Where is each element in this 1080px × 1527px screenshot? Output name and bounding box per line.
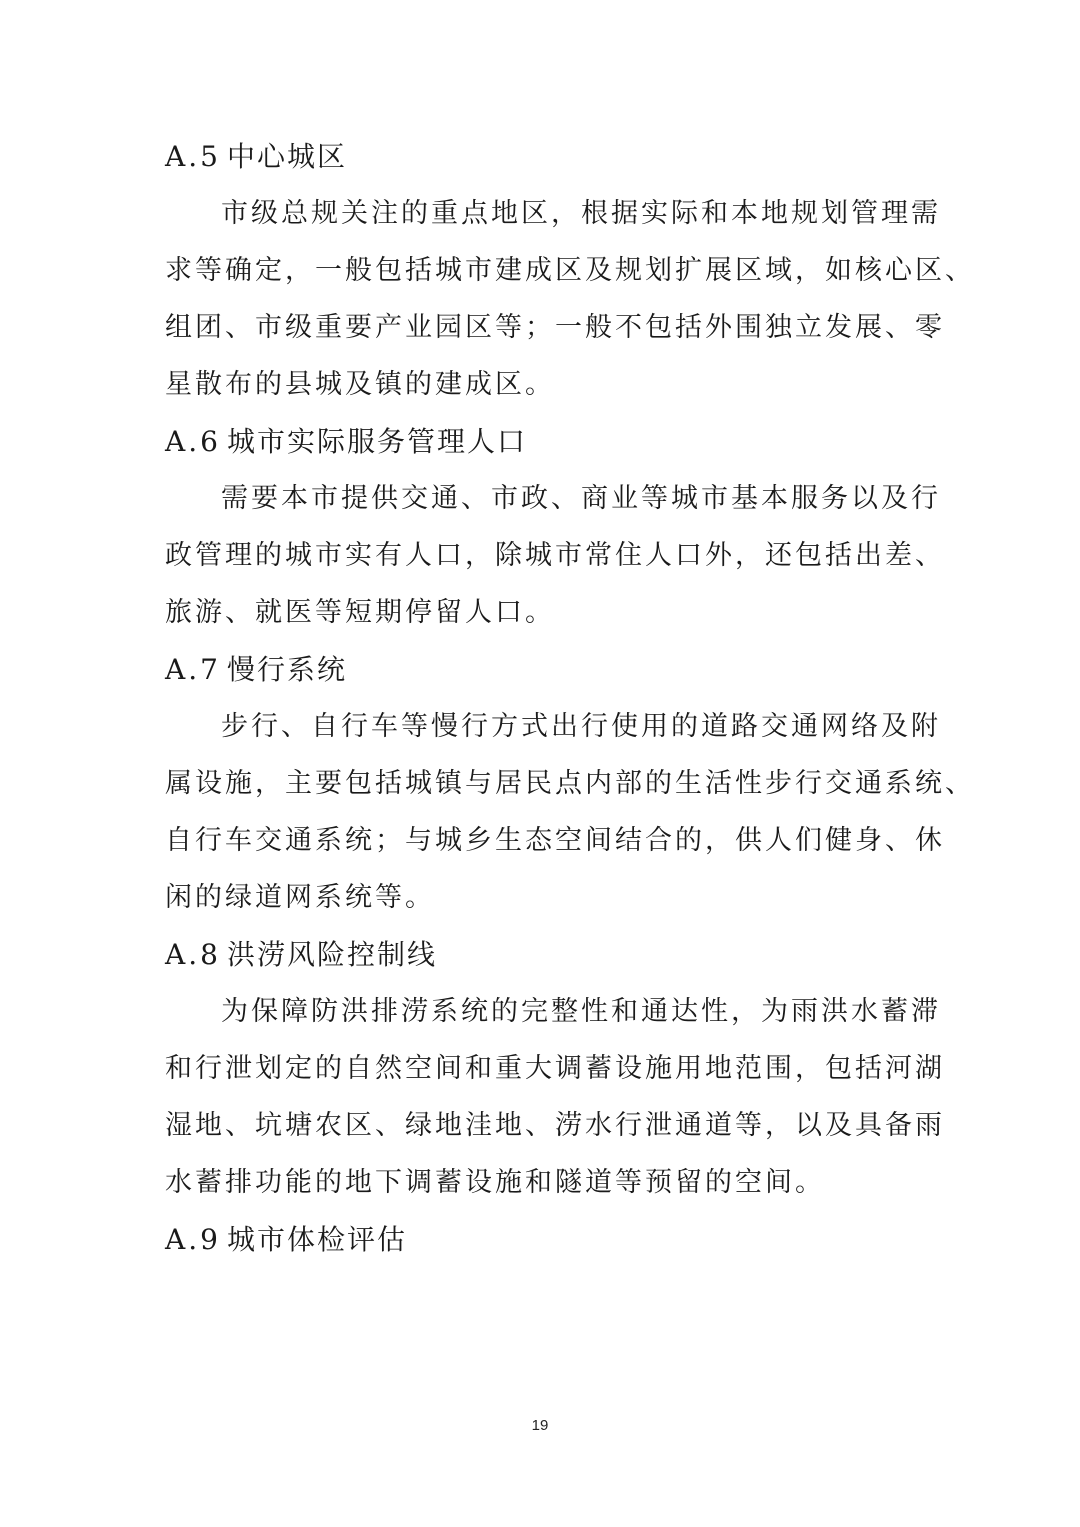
section-title: 洪涝风险控制线 — [226, 938, 437, 971]
paragraph-line: 湿地、坑塘农区、绿地洼地、涝水行泄通道等，以及具备雨 — [165, 1110, 945, 1141]
section-heading-a9 — [165, 1211, 925, 1268]
paragraph-line: 求等确定，一般包括城市建成区及规划扩展区域，如核心区、 — [165, 255, 975, 286]
paragraph-line: 旅游、就医等短期停留人口。 — [165, 597, 555, 628]
paragraph-line: 闲的绿道网系统等。 — [165, 882, 435, 913]
section-heading-a5 — [165, 128, 925, 185]
paragraph-line: 自行车交通系统；与城乡生态空间结合的，供人们健身、休 — [165, 825, 945, 856]
paragraph-line: 市级总规关注的重点地区，根据实际和本地规划管理需 — [221, 198, 941, 229]
page-number: 19 — [531, 1417, 549, 1434]
paragraph-line: 步行、自行车等慢行方式出行使用的道路交通网络及附 — [221, 711, 941, 742]
section-title: 城市体检评估 — [226, 1223, 407, 1256]
section-heading-a6 — [165, 413, 925, 470]
section-number: A.9 — [165, 1223, 221, 1256]
section-heading-a8 — [165, 926, 925, 983]
paragraph-line: 需要本市提供交通、市政、商业等城市基本服务以及行 — [221, 483, 941, 514]
section-number: A.7 — [165, 653, 221, 686]
paragraph-line: 和行泄划定的自然空间和重大调蓄设施用地范围，包括河湖 — [165, 1053, 945, 1084]
section-title: 城市实际服务管理人口 — [226, 425, 527, 458]
page-content — [165, 128, 975, 1268]
paragraph-line: 属设施，主要包括城镇与居民点内部的生活性步行交通系统、 — [165, 768, 975, 799]
section-heading-a7 — [165, 641, 925, 698]
paragraph-line: 水蓄排功能的地下调蓄设施和隧道等预留的空间。 — [165, 1167, 825, 1198]
section-number: A.6 — [165, 425, 221, 458]
section-title: 中心城区 — [226, 140, 347, 173]
paragraph-line: 政管理的城市实有人口，除城市常住人口外，还包括出差、 — [165, 540, 945, 571]
section-number: A.5 — [165, 140, 221, 173]
paragraph-line: 为保障防洪排涝系统的完整性和通达性，为雨洪水蓄滞 — [221, 996, 941, 1027]
section-number: A.8 — [165, 938, 221, 971]
paragraph-line: 组团、市级重要产业园区等；一般不包括外围独立发展、零 — [165, 312, 945, 343]
paragraph-line: 星散布的县城及镇的建成区。 — [165, 369, 555, 400]
section-title: 慢行系统 — [226, 653, 347, 686]
